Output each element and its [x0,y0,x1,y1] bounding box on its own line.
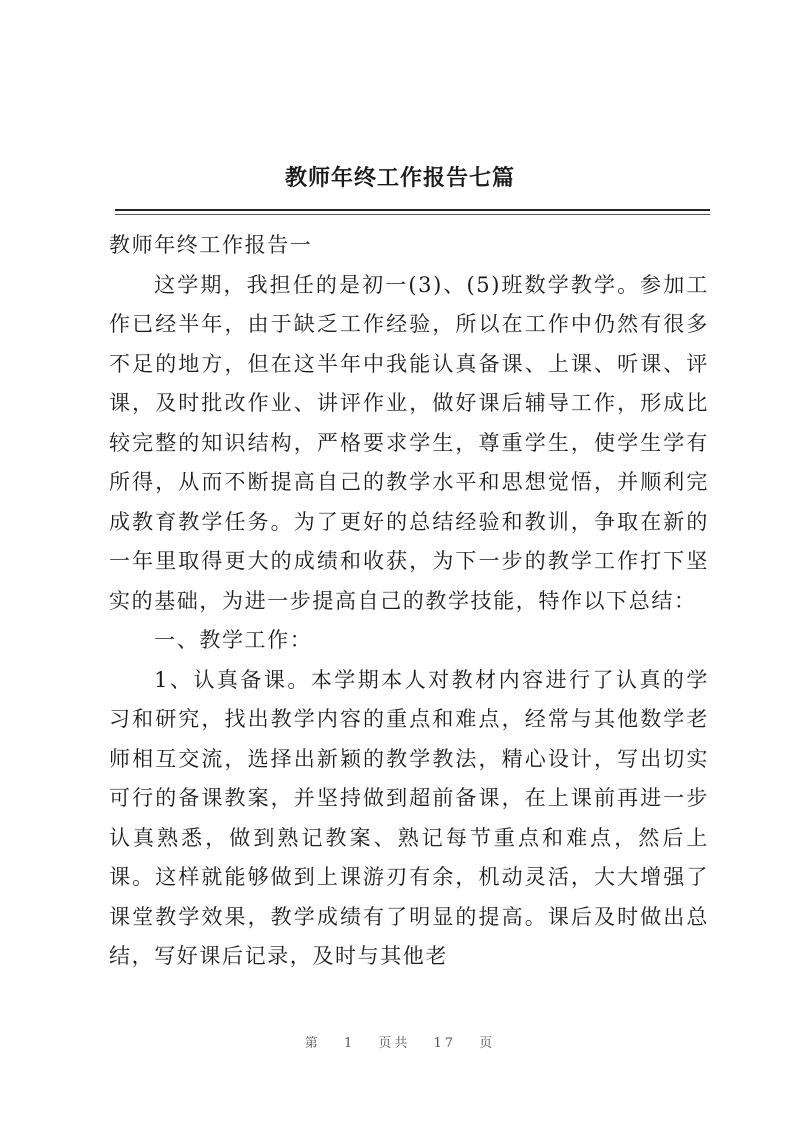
paragraph-lesson-prep: 1、认真备课。本学期本人对教材内容进行了认真的学习和研究，找出教学内容的重点和难点，经常与其他数学老师相互交流，选择出新颖的教学教法，精心设计，写出切实可行的备课教案，并坚持做到超前备课，在上课前再进一步认真熟悉，做到熟记教案、熟记每节重点和难点，然后上课。这样就能够做到上课游刃有余，机动灵活，大大增强了课堂教学效果，教学成绩有了明显的提高。课后及时做出总结，写好课后记录，及时与其他老 [109,667,709,968]
document-body [109,226,709,977]
footer-page-number: 1 [343,1036,356,1051]
title-rule-thick [115,209,710,211]
footer-mid: 页共 [378,1036,411,1051]
footer-prefix: 第 [304,1036,321,1051]
section-heading: 教师年终工作报告一 [109,233,313,257]
footer-suffix: 页 [479,1036,496,1051]
title-rule-thin [115,214,710,215]
paragraph-intro: 这学期，我担任的是初一(3)、(5)班数学教学。参加工作已经半年，由于缺乏工作经验，所以在工作中仍然有很多不足的地方，但在这半年中我能认真备课、上课、听课、评课，及时批改作业、讲评作业，做好课后辅导工作，形成比较完整的知识结构，严格要求学生，尊重学生，使学生学有所得，从而不断提高自己的教学水平和思想觉悟，并顺利完成教育教学任务。为了更好的总结经验和教训，争取在新的一年里取得更大的成绩和收获，为下一步的教学工作打下坚实的基础，为进一步提高自己的教学技能，特作以下总结： [109,272,709,613]
footer-total-pages: 17 [433,1036,457,1051]
paragraph-heading-teaching: 一、教学工作： [154,628,313,652]
page-footer [0,1032,800,1051]
page-title: 教师年终工作报告七篇 [284,165,515,191]
